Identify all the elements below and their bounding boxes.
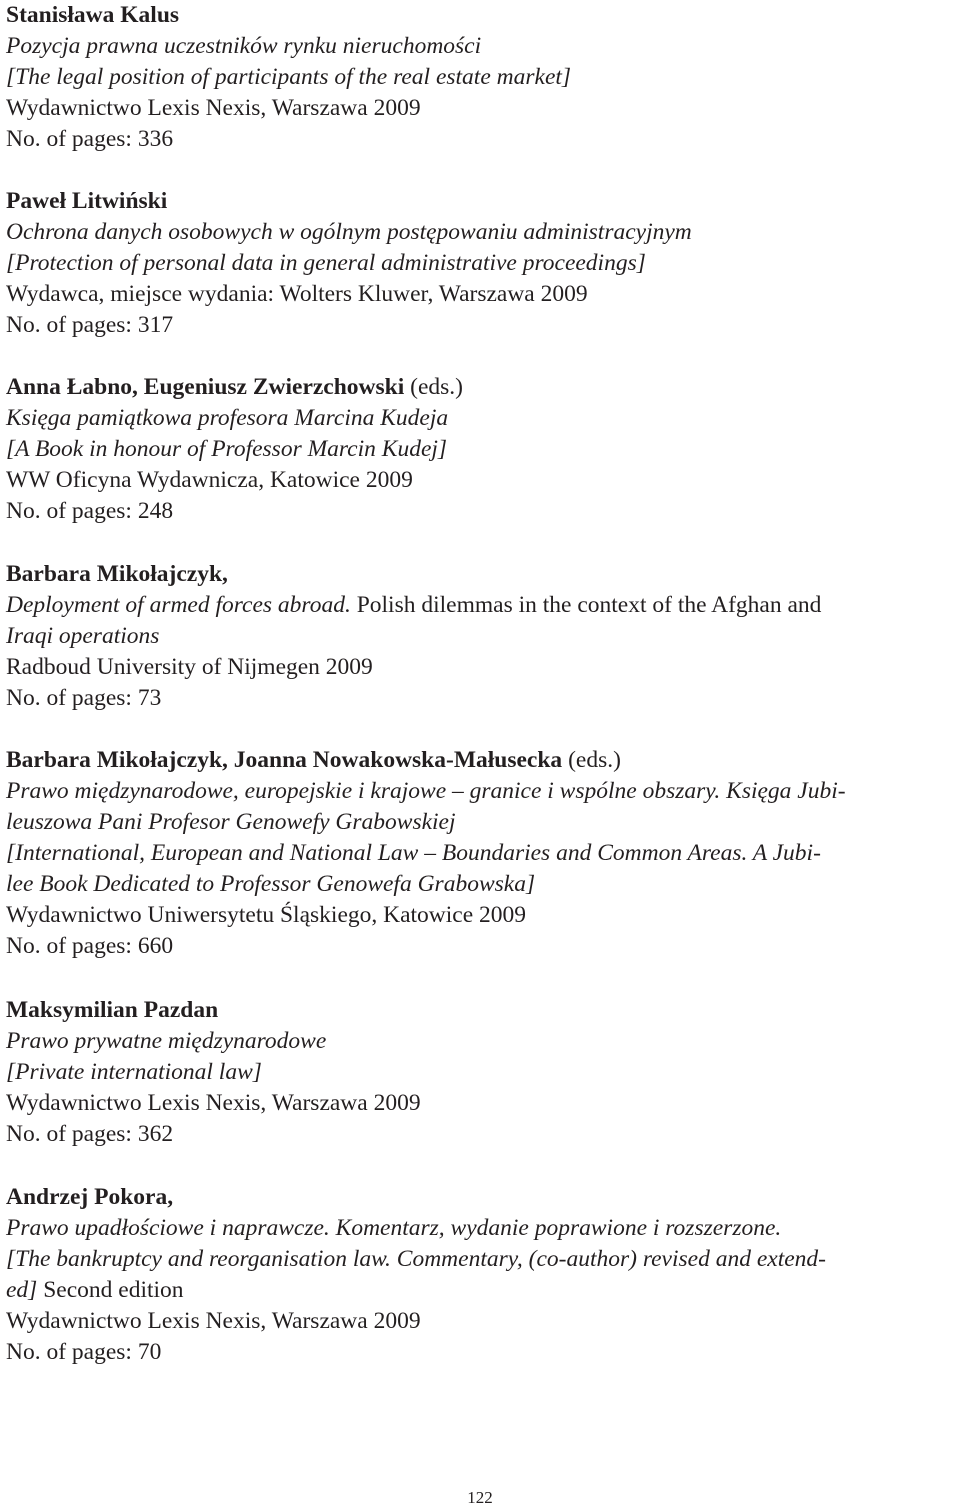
entry-title: Ochrona danych osobowych w ogólnym postępowaniu administracyjnym [6, 219, 692, 245]
entry-publisher: Wydawnictwo Lexis Nexis, Warszawa 2009 [6, 95, 421, 121]
entry-title-continued: leuszowa Pani Profesor Genowefy Grabowskiej [6, 809, 456, 835]
book-entry [6, 372, 463, 527]
entry-title-translation-continued: lee Book Dedicated to Professor Genowefa Grabowska] [6, 871, 536, 897]
entry-title: Pozycja prawna uczestników rynku nieruchomości [6, 33, 482, 59]
entry-title-roman: Polish dilemmas in the context of the Afghan and [350, 592, 822, 618]
entry-pages: No. of pages: 362 [6, 1121, 174, 1147]
page-number: 122 [467, 1488, 493, 1507]
entry-title-translation: [The legal position of participants of the real estate market] [6, 64, 572, 90]
entry-title-translation-continued [6, 1275, 826, 1306]
entry-author-line [6, 372, 463, 403]
entry-title-translation: [Protection of personal data in general administrative proceedings] [6, 250, 646, 276]
entry-author: Paweł Litwiński [6, 188, 168, 214]
entry-publisher: Wydawnictwo Lexis Nexis, Warszawa 2009 [6, 1308, 421, 1334]
entry-pages: No. of pages: 73 [6, 685, 162, 711]
entry-author: Barbara Mikołajczyk, [6, 561, 228, 587]
entry-author-line [6, 745, 846, 776]
entry-title-translation: [International, European and National Law – Boundaries and Common Areas. A Jubi- [6, 840, 821, 866]
entry-pages: No. of pages: 336 [6, 126, 174, 152]
entry-title: Prawo prywatne międzynarodowe [6, 1028, 327, 1054]
book-entry [6, 995, 421, 1150]
entry-editors-marker: (eds.) [562, 747, 621, 773]
book-entry [6, 745, 846, 962]
entry-author: Barbara Mikołajczyk, Joanna Nowakowska-Małusecka [6, 747, 563, 773]
entry-title-translation: [The bankruptcy and reorganisation law. Commentary, (co-author) revised and extend- [6, 1246, 826, 1272]
entry-title-translation: [Private international law] [6, 1059, 262, 1085]
entry-title-italic: ed] [6, 1277, 38, 1303]
entry-author: Stanisława Kalus [6, 2, 180, 28]
entry-edition: Second edition [37, 1277, 184, 1303]
entry-title [6, 590, 821, 621]
entry-title: Prawo upadłościowe i naprawcze. Komentarz, wydanie poprawione i rozszerzone. [6, 1215, 782, 1241]
entry-publisher: Wydawnictwo Lexis Nexis, Warszawa 2009 [6, 1090, 421, 1116]
entry-publisher: Radboud University of Nijmegen 2009 [6, 654, 373, 680]
entry-pages: No. of pages: 248 [6, 498, 174, 524]
entry-author: Maksymilian Pazdan [6, 997, 219, 1023]
book-entry [6, 0, 571, 155]
book-entry [6, 186, 692, 341]
entry-title: Prawo międzynarodowe, europejskie i krajowe – granice i wspólne obszary. Księga Jubi- [6, 778, 846, 804]
entry-title-continued: Iraqi operations [6, 623, 160, 649]
entry-author: Andrzej Pokora, [6, 1184, 174, 1210]
entry-editors-marker: (eds.) [404, 374, 464, 400]
entry-publisher: WW Oficyna Wydawnicza, Katowice 2009 [6, 467, 413, 493]
entry-publisher: Wydawnictwo Uniwersytetu Śląskiego, Katowice 2009 [6, 902, 527, 928]
entry-pages: No. of pages: 317 [6, 312, 174, 338]
entry-title-italic: Deployment of armed forces abroad. [6, 592, 351, 618]
entry-publisher: Wydawca, miejsce wydania: Wolters Kluwer, Warszawa 2009 [6, 281, 588, 307]
entry-pages: No. of pages: 70 [6, 1339, 162, 1365]
entry-author: Anna Łabno, Eugeniusz Zwierzchowski [6, 374, 405, 400]
entry-pages: No. of pages: 660 [6, 933, 174, 959]
book-entry [6, 1182, 826, 1368]
entry-title: Księga pamiątkowa profesora Marcina Kudeja [6, 405, 449, 431]
book-entry [6, 559, 821, 714]
entry-title-translation: [A Book in honour of Professor Marcin Kudej] [6, 436, 448, 462]
